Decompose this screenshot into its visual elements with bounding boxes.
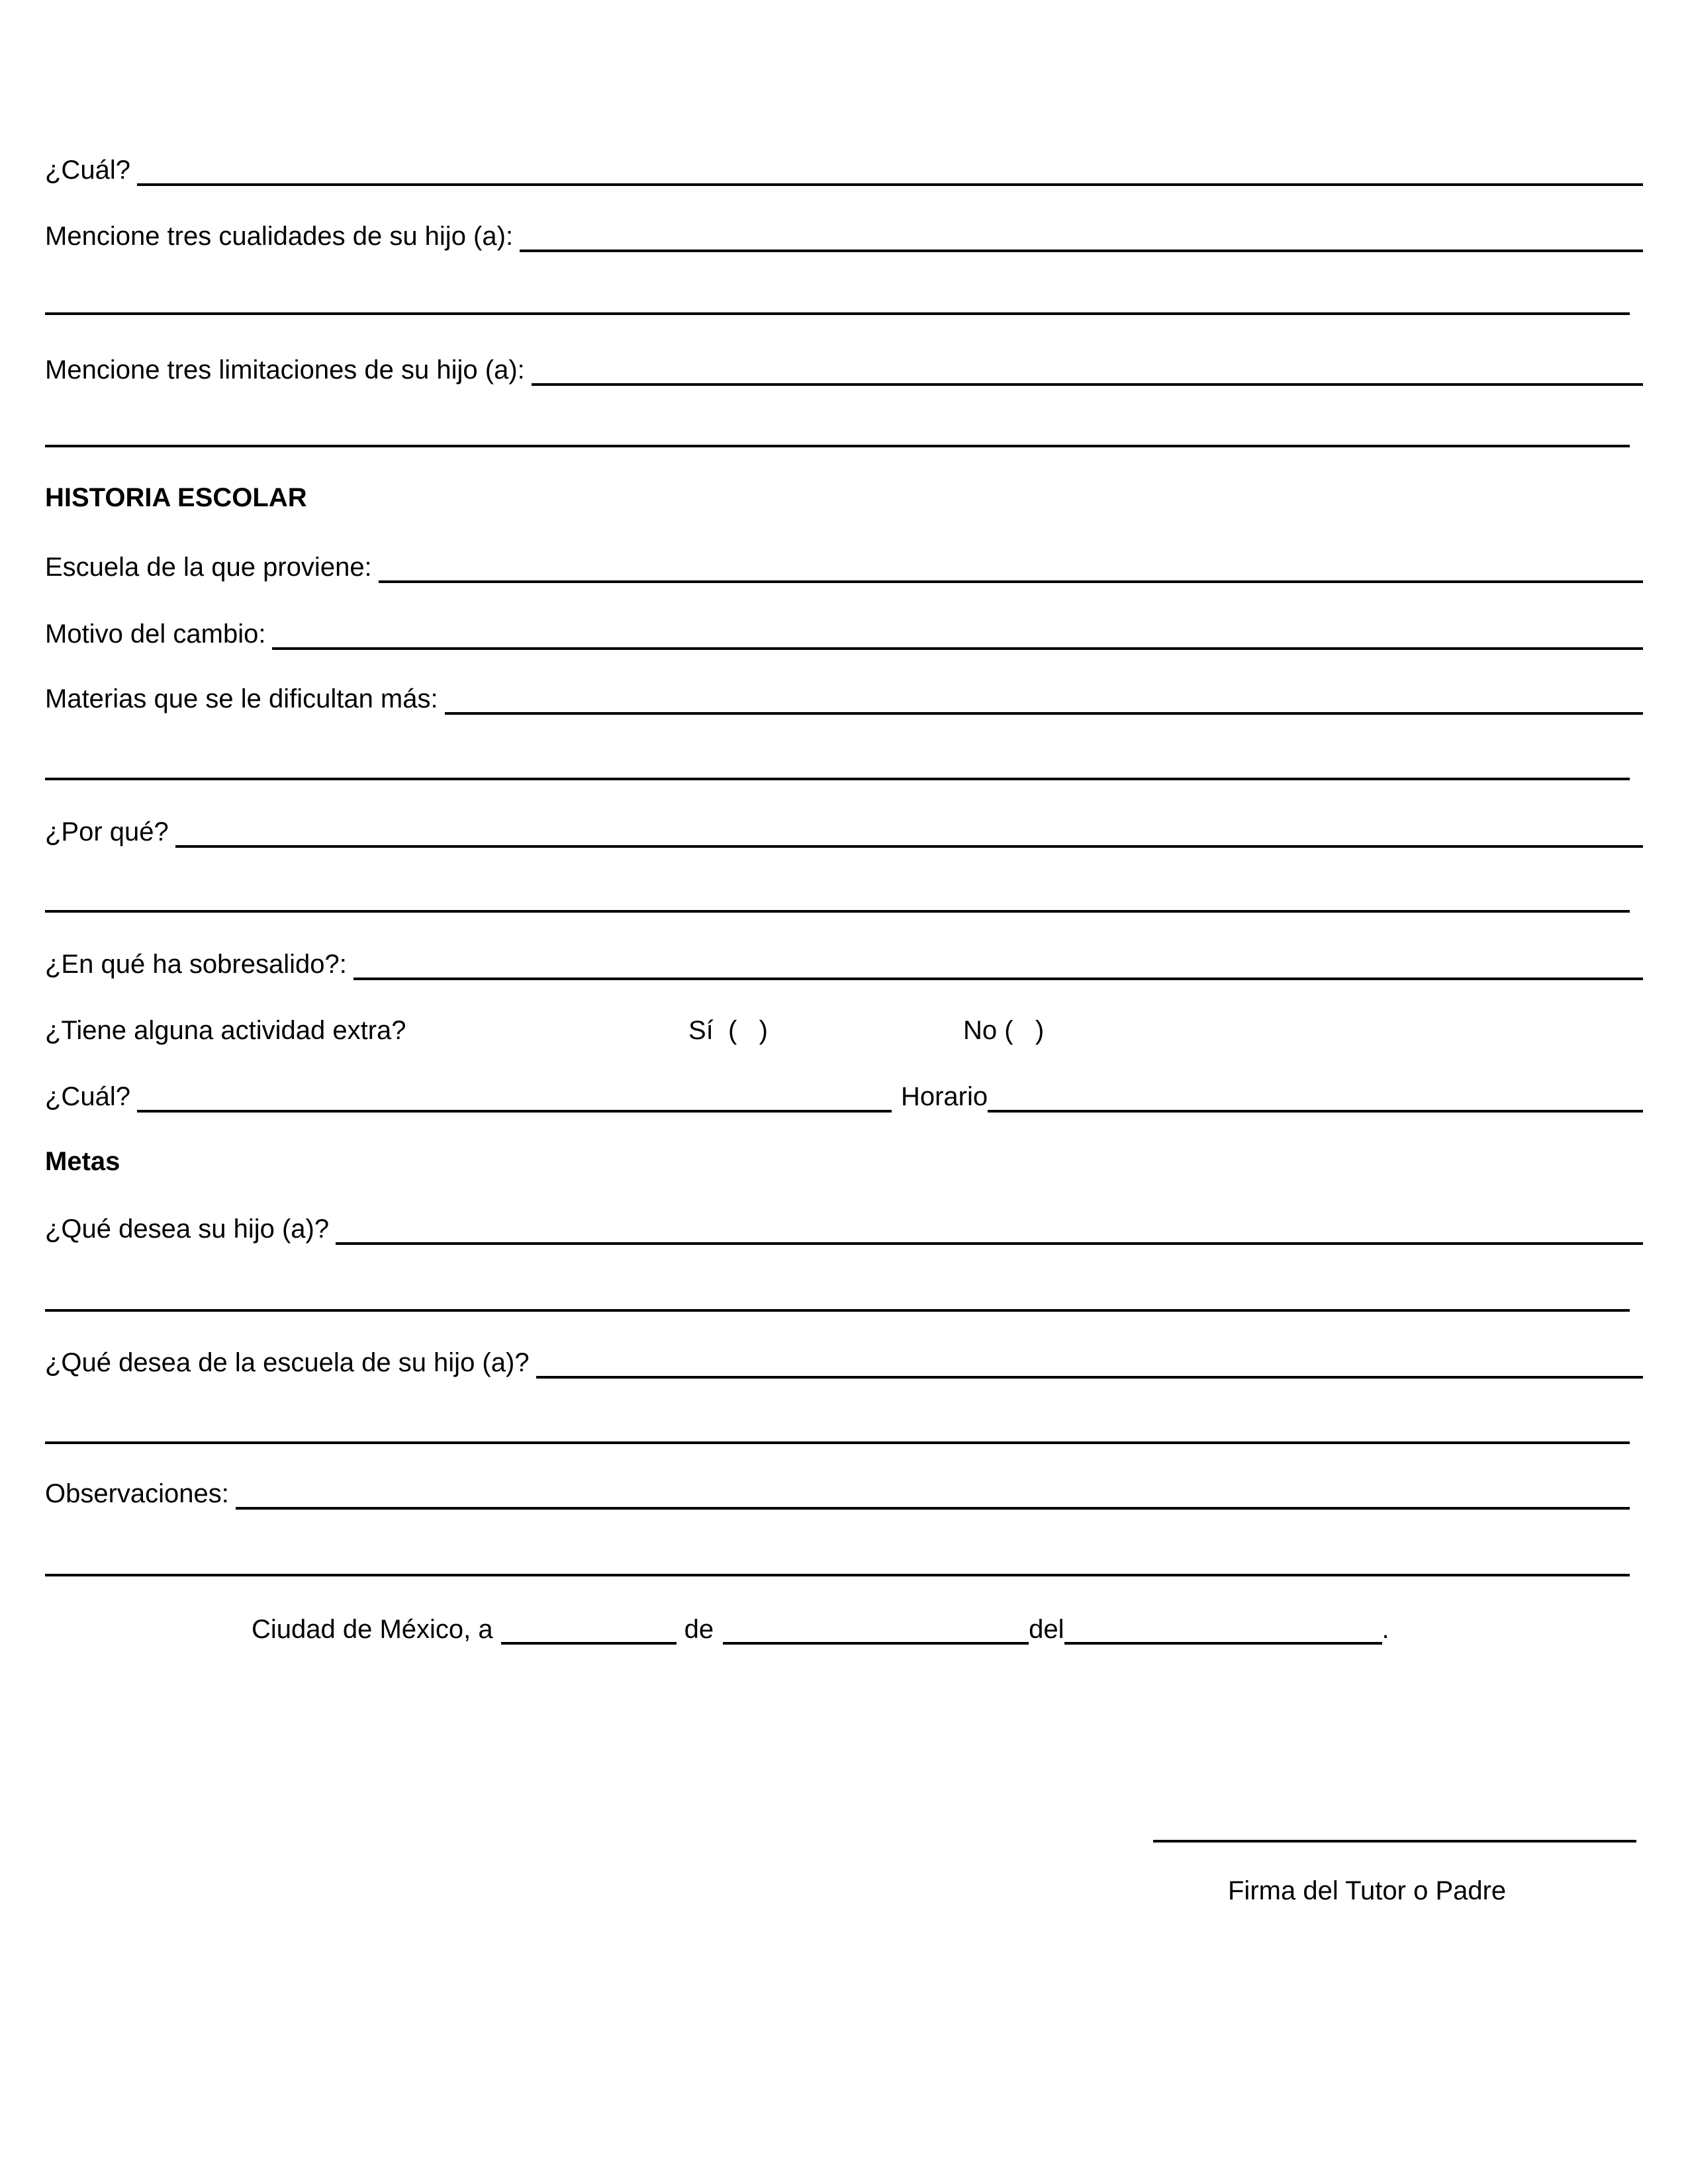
limitaciones-field[interactable]: [532, 357, 1643, 386]
year-field[interactable]: [1064, 1618, 1382, 1645]
limitaciones-label: Mencione tres limitaciones de su hijo (a):: [45, 355, 525, 385]
horario-label: Horario: [900, 1082, 988, 1111]
desea-escuela-label: ¿Qué desea de la escuela de su hijo (a)?: [45, 1348, 530, 1377]
desea-hijo-row: [45, 1178, 1643, 1245]
limitaciones-row: [45, 319, 1643, 386]
cual-2-label: ¿Cuál?: [45, 1082, 130, 1111]
desea-escuela-field[interactable]: [536, 1349, 1643, 1379]
observaciones-field[interactable]: [236, 1480, 1630, 1510]
materias-row: [45, 648, 1643, 715]
materias-field-continued[interactable]: [45, 778, 1630, 780]
cual-horario-row: [45, 1046, 1643, 1113]
cualidades-label: Mencione tres cualidades de su hijo (a):: [45, 222, 514, 251]
cualidades-field[interactable]: [520, 223, 1643, 252]
observaciones-row: [45, 1443, 1643, 1510]
cual-2-field[interactable]: [137, 1083, 892, 1113]
day-field[interactable]: [501, 1618, 677, 1645]
metas-heading: Metas: [45, 1147, 120, 1176]
cual-row: [45, 119, 1643, 186]
motivo-row: [45, 583, 1643, 650]
month-field[interactable]: [723, 1618, 1029, 1645]
materias-field[interactable]: [445, 686, 1643, 715]
signature-field[interactable]: [1153, 1840, 1636, 1843]
escuela-field[interactable]: [379, 554, 1643, 583]
limitaciones-field-continued[interactable]: [45, 445, 1630, 447]
escuela-label: Escuela de la que proviene:: [45, 553, 372, 582]
sobresalido-label: ¿En qué ha sobresalido?:: [45, 950, 347, 979]
por-que-row: [45, 781, 1643, 848]
no-checkbox[interactable]: No ( ): [963, 1016, 1045, 1045]
materias-label: Materias que se le dificultan más:: [45, 684, 438, 713]
actividad-label: ¿Tiene alguna actividad extra?: [45, 1016, 406, 1045]
motivo-label: Motivo del cambio:: [45, 619, 266, 649]
motivo-field[interactable]: [272, 621, 1643, 650]
por-que-label: ¿Por qué?: [45, 817, 169, 846]
de-label: de: [684, 1615, 714, 1644]
ciudad-label: Ciudad de México, a: [252, 1615, 493, 1644]
signature-label: Firma del Tutor o Padre: [1228, 1876, 1507, 1905]
desea-hijo-label: ¿Qué desea su hijo (a)?: [45, 1214, 330, 1244]
sobresalido-field[interactable]: [353, 951, 1643, 980]
period: .: [1382, 1615, 1389, 1644]
historia-escolar-heading: HISTORIA ESCOLAR: [45, 483, 307, 512]
cualidades-field-continued[interactable]: [45, 312, 1630, 315]
horario-field[interactable]: [988, 1083, 1643, 1113]
del-label: del: [1029, 1615, 1064, 1644]
por-que-field-continued[interactable]: [45, 910, 1630, 913]
cual-field[interactable]: [137, 157, 1643, 186]
date-line: [252, 1615, 1389, 1645]
desea-hijo-field[interactable]: [336, 1216, 1643, 1245]
escuela-row: [45, 516, 1643, 583]
sobresalido-row: [45, 913, 1643, 980]
cualidades-row: [45, 185, 1643, 252]
cual-label: ¿Cuál?: [45, 156, 130, 185]
desea-escuela-row: [45, 1312, 1643, 1379]
si-checkbox[interactable]: Sí ( ): [688, 1016, 768, 1045]
observaciones-label: Observaciones:: [45, 1479, 229, 1508]
observaciones-field-continued[interactable]: [45, 1574, 1630, 1576]
por-que-field[interactable]: [175, 819, 1643, 848]
